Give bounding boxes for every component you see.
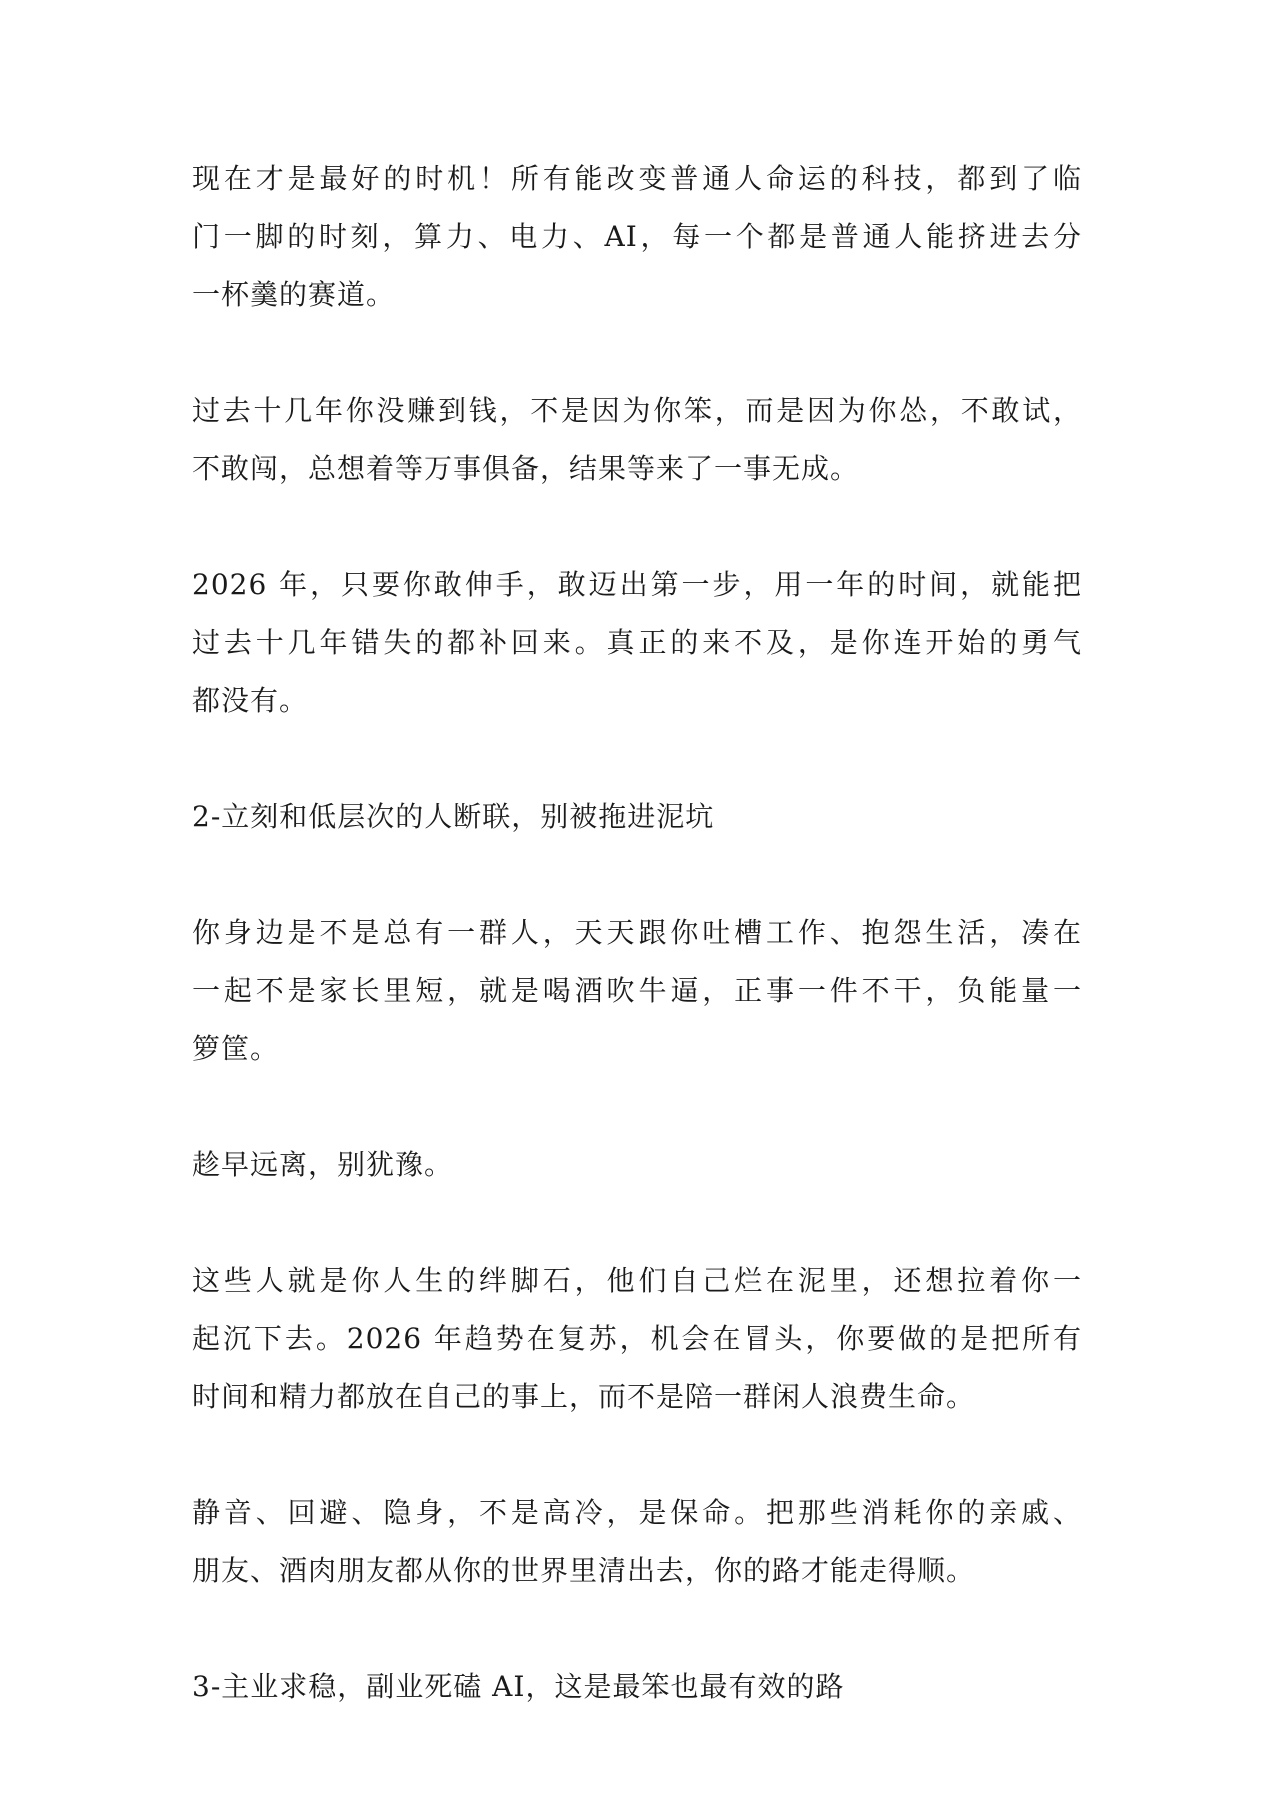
section-heading-3 bbox=[192, 1658, 1082, 1716]
paragraph-1 bbox=[192, 150, 1082, 324]
heading-text: 2-立刻和低层次的人断联，别被拖进泥坑 bbox=[192, 800, 715, 833]
text-line: 这些人就是你人生的绊脚石，他们自己烂在泥里，还想拉着你一 bbox=[192, 1264, 1082, 1297]
text-line: 起沉下去。2026 年趋势在复苏，机会在冒头，你要做的是把所有 bbox=[192, 1322, 1082, 1355]
text-line: 不敢闯，总想着等万事俱备，结果等来了一事无成。 bbox=[192, 452, 860, 485]
paragraph-4 bbox=[192, 904, 1082, 1078]
heading-text: 3-主业求稳，副业死磕 AI，这是最笨也最有效的路 bbox=[192, 1670, 845, 1703]
text-line: 过去十几年你没赚到钱，不是因为你笨，而是因为你怂，不敢试， bbox=[192, 394, 1082, 427]
text-line: 箩筐。 bbox=[192, 1032, 280, 1065]
text-line: 都没有。 bbox=[192, 684, 309, 717]
section-heading-2 bbox=[192, 788, 1082, 846]
text-line: 时间和精力都放在自己的事上，而不是陪一群闲人浪费生命。 bbox=[192, 1380, 976, 1413]
paragraph-6 bbox=[192, 1252, 1082, 1426]
text-line: 一起不是家长里短，就是喝酒吹牛逼，正事一件不干，负能量一 bbox=[192, 974, 1082, 1007]
text-line: 趁早远离，别犹豫。 bbox=[192, 1148, 454, 1181]
text-line: 静音、回避、隐身，不是高冷，是保命。把那些消耗你的亲戚、 bbox=[192, 1496, 1082, 1529]
paragraph-3 bbox=[192, 556, 1082, 730]
paragraph-5 bbox=[192, 1136, 1082, 1194]
text-line: 朋友、酒肉朋友都从你的世界里清出去，你的路才能走得顺。 bbox=[192, 1554, 976, 1587]
text-line: 现在才是最好的时机！所有能改变普通人命运的科技，都到了临 bbox=[192, 162, 1082, 195]
text-line: 门一脚的时刻，算力、电力、AI，每一个都是普通人能挤进去分 bbox=[192, 220, 1082, 253]
text-line: 过去十几年错失的都补回来。真正的来不及，是你连开始的勇气 bbox=[192, 626, 1082, 659]
paragraph-2 bbox=[192, 382, 1082, 498]
document-body bbox=[192, 150, 1082, 1774]
text-line: 2026 年，只要你敢伸手，敢迈出第一步，用一年的时间，就能把 bbox=[192, 568, 1082, 601]
text-line: 一杯羹的赛道。 bbox=[192, 278, 396, 311]
paragraph-7 bbox=[192, 1484, 1082, 1600]
text-line: 你身边是不是总有一群人，天天跟你吐槽工作、抱怨生活，凑在 bbox=[192, 916, 1082, 949]
